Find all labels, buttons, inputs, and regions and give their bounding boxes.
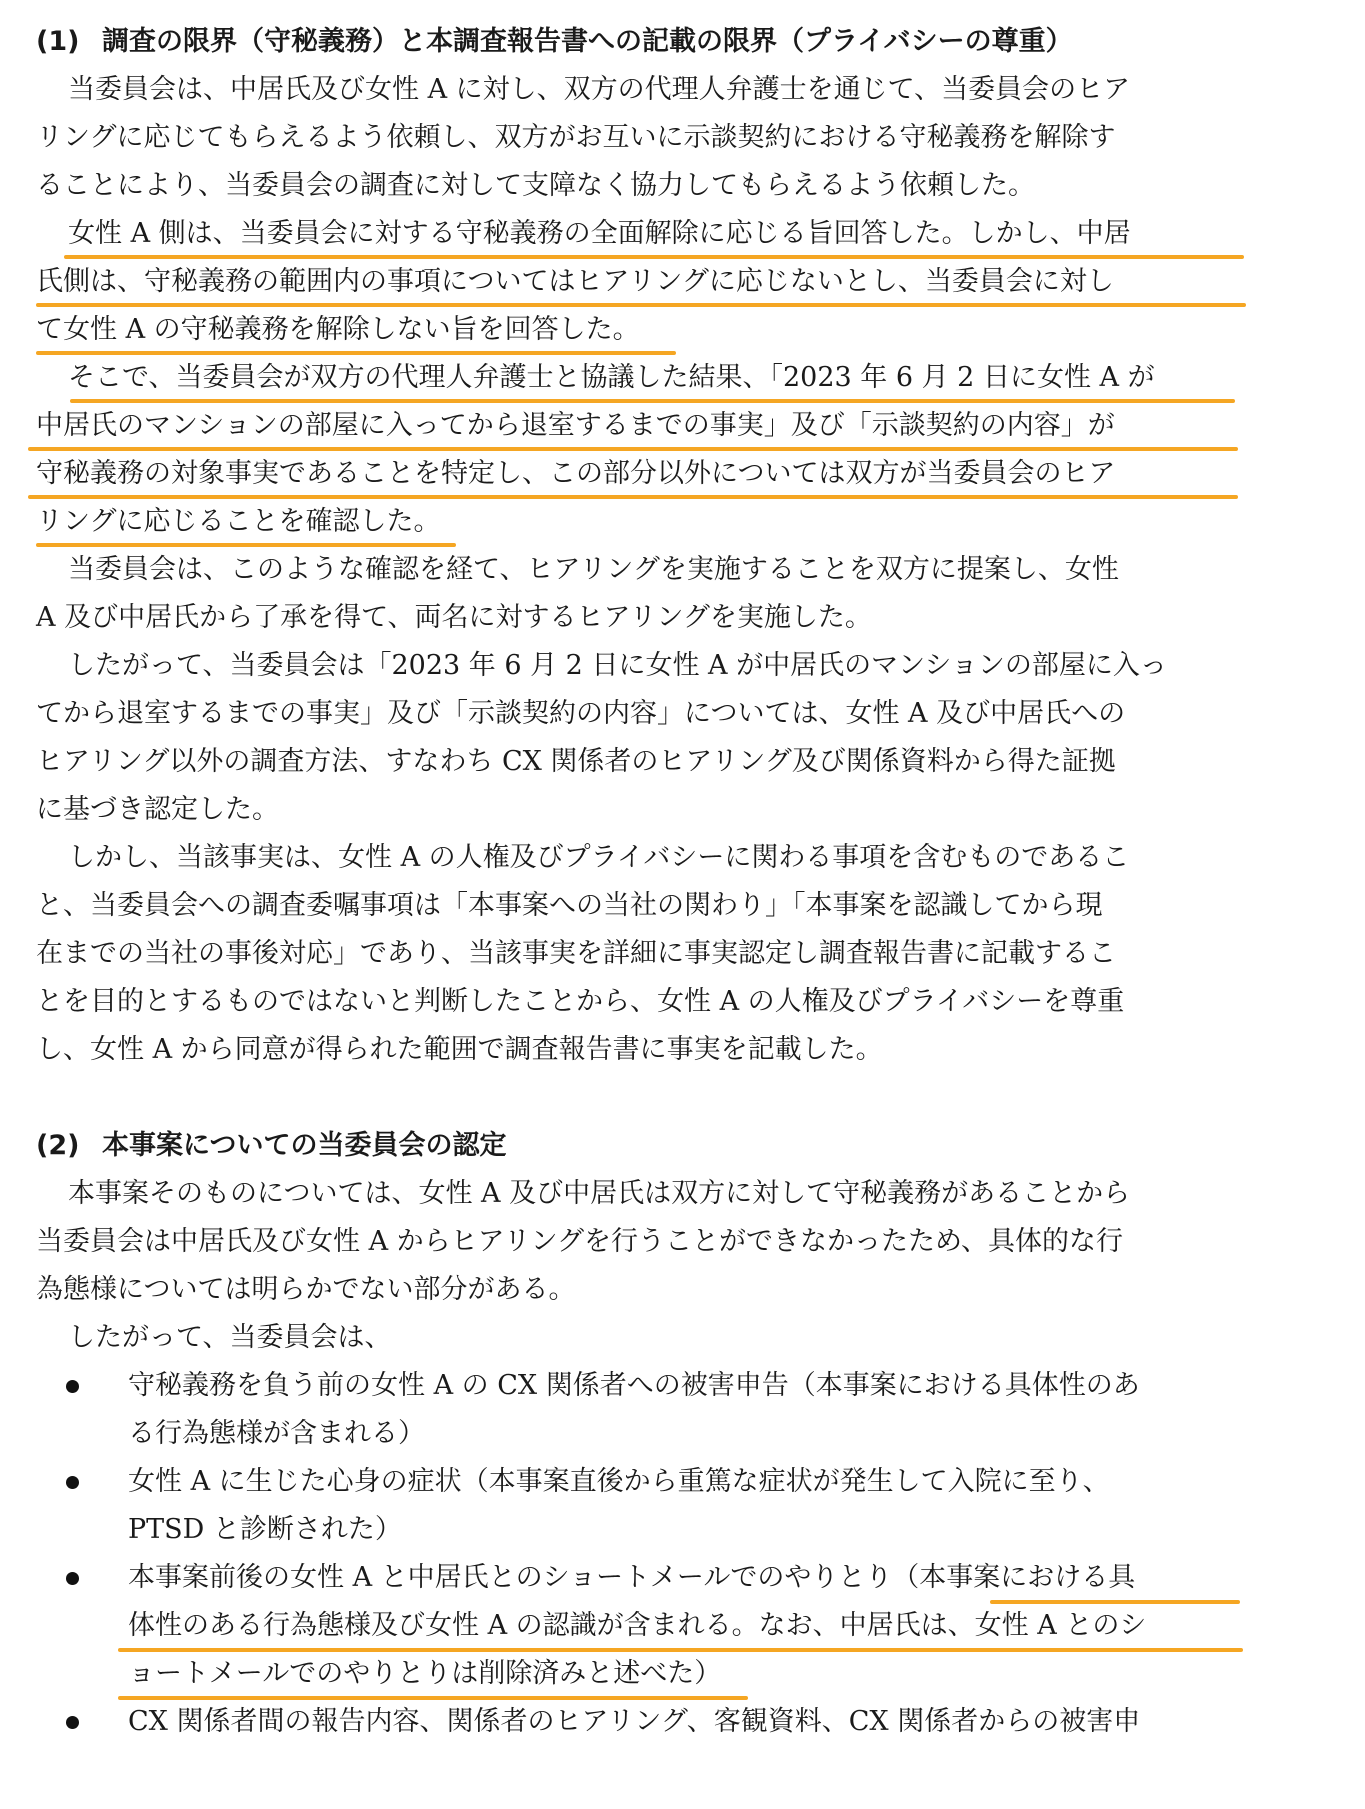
s2-paragraph-1 — [36, 1170, 1236, 1314]
text-line: 中居氏のマンションの部屋に入ってから退室するまでの事実」及び「示談契約の内容」が — [36, 410, 1115, 441]
text-line: 本事案そのものについては、女性 A 及び中居氏は双方に対して守秘義務があることから — [68, 1178, 1131, 1209]
bullet-line: 体性のある行為態様及び女性 A の認識が含まれる。なお、中居氏は、女性 A とのシ — [128, 1610, 1147, 1641]
text-line: とを目的とするものではないと判断したことから、女性 A の人権及びプライバシーを尊重 — [36, 986, 1125, 1017]
section-gap — [36, 1074, 1236, 1122]
bullet-item — [36, 1458, 1236, 1554]
text-line: 守秘義務の対象事実であることを特定し、この部分以外については双方が当委員会のヒア — [36, 458, 1116, 489]
s1-paragraph-3 — [36, 354, 1236, 546]
section-2-number: (2) — [36, 1130, 80, 1161]
bullet-icon — [66, 1716, 79, 1729]
text-line: 為態様については明らかでない部分がある。 — [36, 1274, 576, 1305]
text-line: リングに応じてもらえるよう依頼し、双方がお互いに示談契約における守秘義務を解除す — [36, 122, 1116, 153]
section-1-number: (1) — [36, 26, 80, 57]
s1-paragraph-6 — [36, 834, 1236, 1074]
text-line: 女性 A 側は、当委員会に対する守秘義務の全面解除に応じる旨回答した。しかし、中居 — [68, 218, 1131, 249]
bullet-line: PTSD と診断された） — [128, 1514, 402, 1545]
bullet-line: る行為態様が含まれる） — [128, 1418, 425, 1449]
bullet-line: ョートメールでのやりとりは削除済みと述べた） — [128, 1658, 722, 1689]
text-line: リングに応じることを確認した。 — [36, 506, 441, 537]
bullet-line: CX 関係者間の報告内容、関係者のヒアリング、客観資料、CX 関係者からの被害申 — [128, 1706, 1141, 1737]
text-line: てから退室するまでの事実」及び「示談契約の内容」については、女性 A 及び中居氏への — [36, 698, 1126, 729]
text-line: A 及び中居氏から了承を得て、両名に対するヒアリングを実施した。 — [36, 602, 872, 633]
s1-paragraph-4 — [36, 546, 1236, 642]
text-line: ることにより、当委員会の調査に対して支障なく協力してもらえるよう依頼した。 — [36, 170, 1035, 201]
text-line: しかし、当該事実は、女性 A の人権及びプライバシーに関わる事項を含むものであるこ — [68, 842, 1130, 873]
text-line: 氏側は、守秘義務の範囲内の事項についてはヒアリングに応じないとし、当委員会に対し — [36, 266, 1114, 297]
text-line: と、当委員会への調査委嘱事項は「本事案への当社の関わり」「本事案を認識してから現 — [36, 890, 1103, 921]
bullet-line: 守秘義務を負う前の女性 A の CX 関係者への被害申告（本事案における具体性のあ — [128, 1370, 1140, 1401]
text-line: に基づき認定した。 — [36, 794, 279, 825]
text-line: 当委員会は中居氏及び女性 A からヒアリングを行うことができなかったため、具体的な行 — [36, 1226, 1123, 1257]
document-page — [36, 18, 1236, 1746]
text-line: 在までの当社の事後対応」であり、当該事実を詳細に事実認定し調査報告書に記載するこ — [36, 938, 1116, 969]
text-line: し、女性 A から同意が得られた範囲で調査報告書に事実を記載した。 — [36, 1034, 883, 1065]
bullet-item — [36, 1362, 1236, 1458]
bullet-line: 女性 A に生じた心身の症状（本事案直後から重篤な症状が発生して入院に至り、 — [128, 1466, 1110, 1497]
s1-paragraph-1 — [36, 66, 1236, 210]
bullet-icon — [66, 1572, 79, 1585]
bullet-item — [36, 1554, 1236, 1698]
text-line: て女性 A の守秘義務を解除しない旨を回答した。 — [36, 314, 640, 345]
s2-paragraph-2 — [36, 1314, 1236, 1362]
text-line: 当委員会は、このような確認を経て、ヒアリングを実施することを双方に提案し、女性 — [68, 554, 1119, 585]
bullet-line: 本事案前後の女性 A と中居氏とのショートメールでのやりとり（本事案における具 — [128, 1562, 1136, 1593]
text-line: したがって、当委員会は、 — [68, 1322, 392, 1353]
section-1-heading — [36, 18, 1236, 66]
text-line: そこで、当委員会が双方の代理人弁護士と協議した結果、「2023 年 6 月 2 日に女性 A が — [68, 362, 1155, 393]
text-line: ヒアリング以外の調査方法、すなわち CX 関係者のヒアリング及び関係資料から得た証拠 — [36, 746, 1116, 777]
s1-paragraph-2 — [36, 210, 1236, 354]
bullet-item — [36, 1698, 1236, 1746]
section-1-title: 調査の限界（守秘義務）と本調査報告書への記載の限界（プライバシーの尊重） — [102, 26, 1073, 57]
section-2-heading — [36, 1122, 1236, 1170]
bullet-icon — [66, 1476, 79, 1489]
section-2-title: 本事案についての当委員会の認定 — [102, 1130, 507, 1161]
text-line: したがって、当委員会は「2023 年 6 月 2 日に女性 A が中居氏のマンションの部屋に入っ — [68, 650, 1167, 681]
bullet-icon — [66, 1380, 79, 1393]
s1-paragraph-5 — [36, 642, 1236, 834]
text-line: 当委員会は、中居氏及び女性 A に対し、双方の代理人弁護士を通じて、当委員会のヒア — [68, 74, 1131, 105]
